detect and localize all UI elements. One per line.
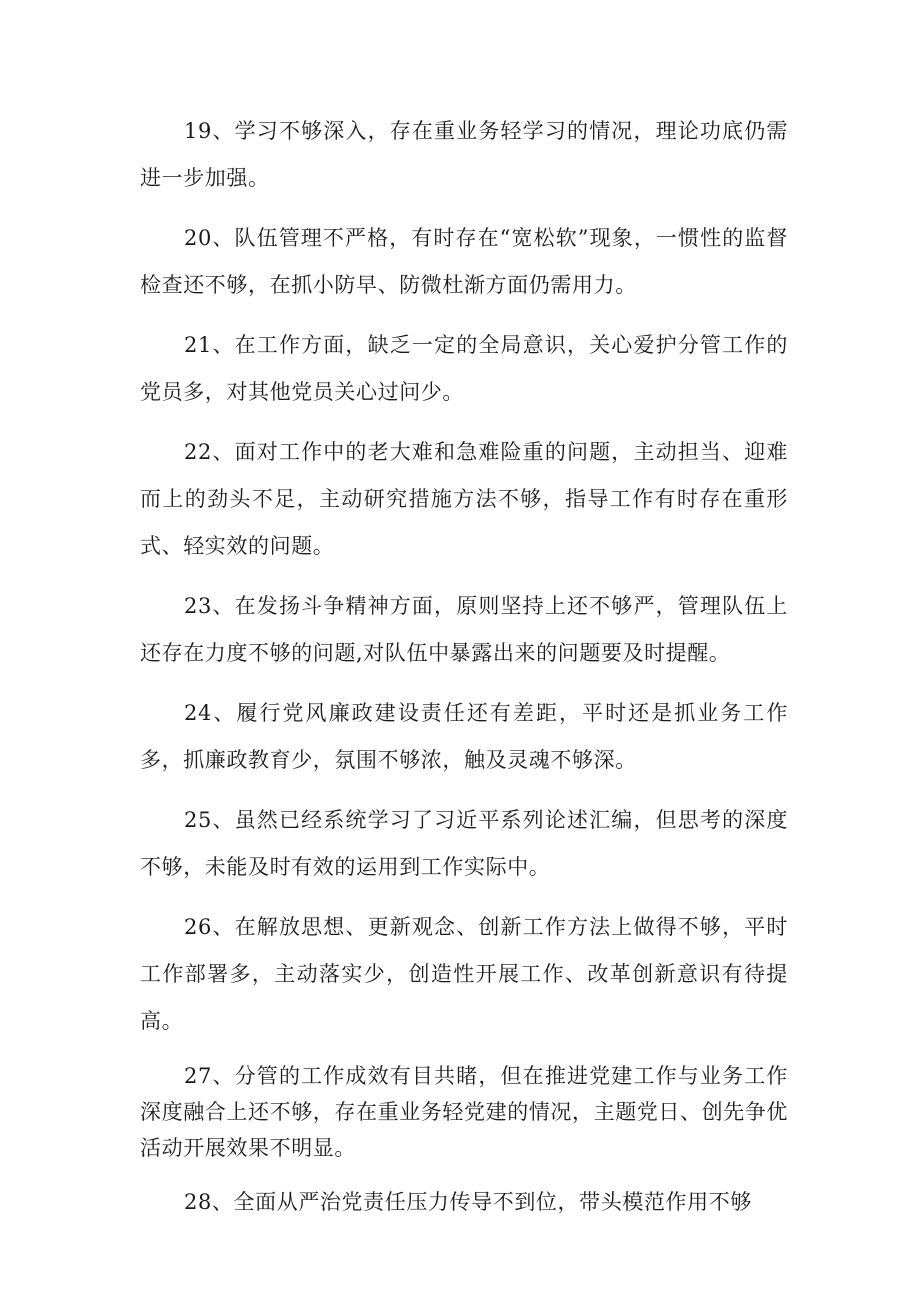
document-body xyxy=(140,108,788,1239)
paragraph-19: 19、学习不够深入，存在重业务轻学习的情况，理论功底仍需进一步加强。 xyxy=(140,119,788,190)
paragraph-20: 20、队伍管理不严格，有时存在“宽松软”现象，一惯性的监督检查还不够，在抓小防早、防微杜渐方面仍需用力。 xyxy=(140,226,788,297)
paragraph-23: 23、在发扬斗争精神方面，原则坚持上还不够严，管理队伍上还存在力度不够的问题,对队伍中暴露出来的问题要及时提醒。 xyxy=(140,594,788,665)
paragraph-27: 27、分管的工作成效有目共睹，但在推进党建工作与业务工作深度融合上还不够，存在重业务轻党建的情况，主题党日、创先争优活动开展效果不明显。 xyxy=(140,1064,788,1160)
paragraph-25: 25、虽然已经系统学习了习近平系列论述汇编，但思考的深度不够，未能及时有效的运用到工作实际中。 xyxy=(140,808,788,879)
paragraph-22: 22、面对工作中的老大难和急难险重的问题，主动担当、迎难而上的劲头不足，主动研究措施方法不够，指导工作有时存在重形式、轻实效的问题。 xyxy=(140,440,788,558)
paragraph-26: 26、在解放思想、更新观念、创新工作方法上做得不够，平时工作部署多，主动落实少，创造性开展工作、改革创新意识有待提高。 xyxy=(140,915,788,1033)
paragraph-21: 21、在工作方面，缺乏一定的全局意识，关心爱护分管工作的党员多，对其他党员关心过问少。 xyxy=(140,333,788,404)
paragraph-28: 28、全面从严治党责任压力传导不到位，带头模范作用不够 xyxy=(184,1190,752,1214)
paragraph-24: 24、履行党风廉政建设责任还有差距，平时还是抓业务工作多，抓廉政教育少，氛围不够浓，触及灵魂不够深。 xyxy=(140,701,788,772)
